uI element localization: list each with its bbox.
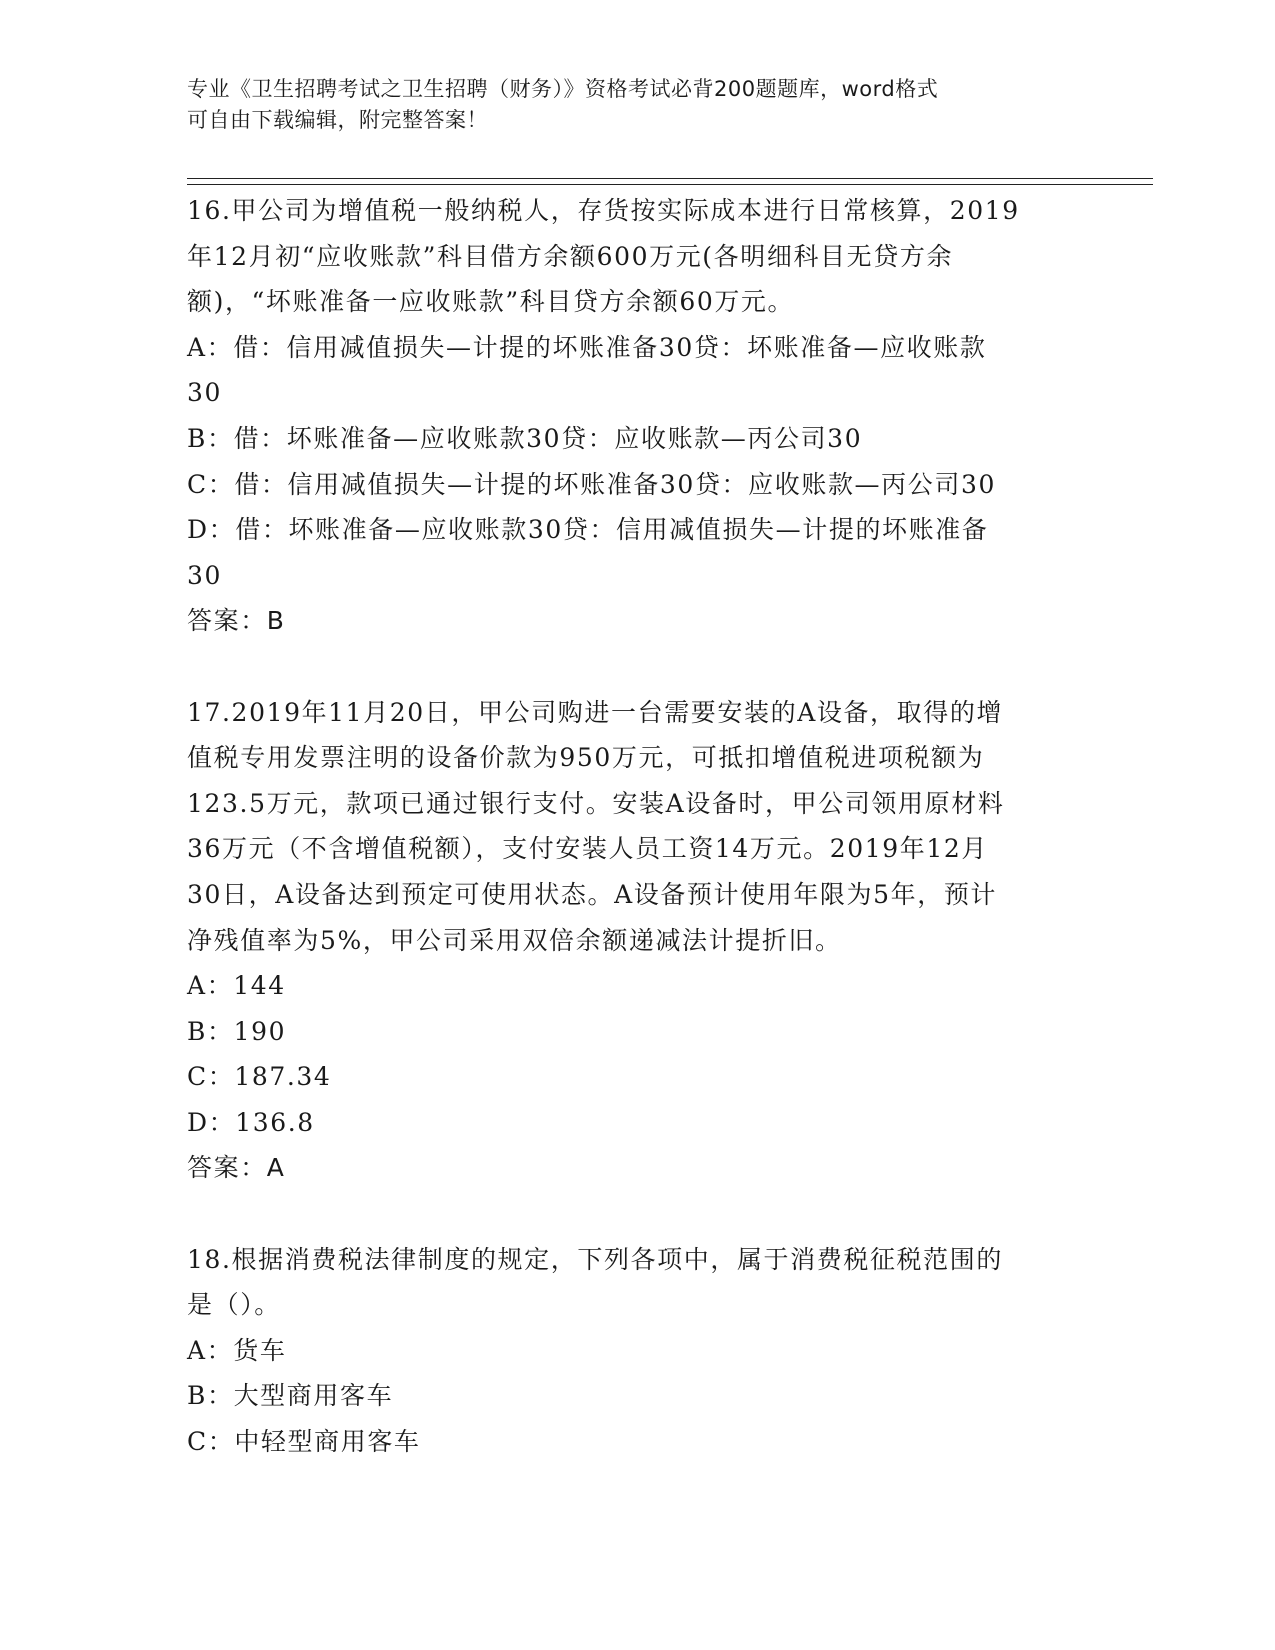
option-list	[187, 963, 1087, 1145]
question-line: 123.5万元，款项已通过银行支付。安装A设备时，甲公司领用原材料	[187, 788, 1005, 818]
option-c: C：中轻型商用客车	[187, 1427, 421, 1457]
option-d-continued: 30	[187, 560, 223, 590]
header-divider-bottom	[187, 184, 1153, 185]
option-d: D：借：坏账准备—应收账款30贷：信用减值损失—计提的坏账准备	[187, 515, 989, 545]
document-header	[187, 74, 1067, 136]
question-line: 16.甲公司为增值税一般纳税人，存货按实际成本进行日常核算，2019	[187, 196, 1020, 225]
option-list	[187, 325, 1087, 599]
option-list	[187, 1328, 1087, 1465]
option-a: A：借：信用减值损失—计提的坏账准备30贷：坏账准备—应收账款	[187, 332, 987, 362]
question-spacer	[187, 1191, 1087, 1237]
option-c: C：187.34	[187, 1062, 332, 1092]
question-text	[187, 1237, 1087, 1328]
header-line-1: 专业《卫生招聘考试之卫生招聘（财务）》资格考试必背200题题库，word格式	[187, 77, 939, 101]
option-b: B：大型商用客车	[187, 1381, 394, 1411]
option-a: A：144	[187, 971, 286, 1001]
option-d: D：136.8	[187, 1107, 315, 1137]
option-b: B：借：坏账准备—应收账款30贷：应收账款—丙公司30	[187, 423, 863, 453]
question-text	[187, 690, 1087, 964]
option-b: B：190	[187, 1016, 287, 1046]
question-17	[187, 690, 1087, 1192]
question-line: 净残值率为5%，甲公司采用双倍余额递减法计提折旧。	[187, 925, 842, 955]
questions-list	[187, 188, 1087, 1465]
answer-label: 答案：A	[187, 1153, 286, 1183]
header-line-2: 可自由下载编辑，附完整答案！	[187, 108, 488, 132]
question-18	[187, 1237, 1087, 1465]
question-spacer	[187, 644, 1087, 690]
question-line: 年12月初“应收账款”科目借方余额600万元(各明细科目无贷方余	[187, 241, 954, 271]
option-a: A：货车	[187, 1335, 287, 1365]
question-line: 30日，A设备达到预定可使用状态。A设备预计使用年限为5年，预计	[187, 879, 998, 909]
question-line: 值税专用发票注明的设备价款为950万元，可抵扣增值税进项税额为	[187, 743, 985, 773]
option-c: C：借：信用减值损失—计提的坏账准备30贷：应收账款—丙公司30	[187, 469, 996, 499]
question-line: 是（）。	[187, 1290, 281, 1320]
question-text	[187, 188, 1087, 325]
question-line: 额)，“坏账准备一应收账款”科目贷方余额60万元。	[187, 287, 795, 317]
question-line: 36万元（不含增值税额），支付安装人员工资14万元。2019年12月	[187, 834, 988, 864]
question-16	[187, 188, 1087, 644]
option-a-continued: 30	[187, 378, 223, 408]
question-line: 18.根据消费税法律制度的规定，下列各项中，属于消费税征税范围的	[187, 1244, 1003, 1274]
answer-label: 答案：B	[187, 606, 286, 636]
question-line: 17.2019年11月20日，甲公司购进一台需要安装的A设备，取得的增	[187, 697, 1004, 727]
header-divider-top	[187, 178, 1153, 179]
